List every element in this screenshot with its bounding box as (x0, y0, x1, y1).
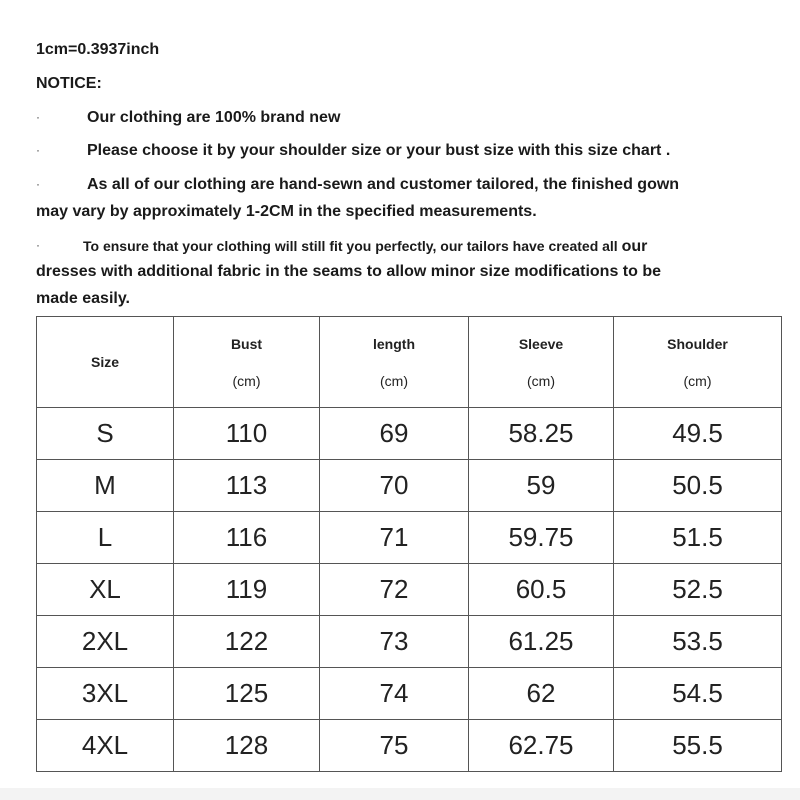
cell-size: L (37, 512, 174, 564)
cell-length: 73 (320, 616, 469, 668)
header-sleeve-unit: (cm) (527, 372, 555, 389)
header-shoulder (614, 317, 782, 408)
notice-choose-size: Please choose it by your shoulder size or your bust size with this size chart . (87, 142, 671, 159)
header-sleeve (469, 317, 614, 408)
notice-fabric-line3: made easily. (36, 290, 130, 307)
cell-length: 69 (320, 408, 469, 460)
cell-shoulder: 50.5 (614, 460, 782, 512)
cell-shoulder: 55.5 (614, 720, 782, 772)
cell-size: XL (37, 564, 174, 616)
cell-length: 75 (320, 720, 469, 772)
cell-length: 70 (320, 460, 469, 512)
notice-hand-sewn-line1: As all of our clothing are hand-sewn and customer tailored, the finished gown (87, 176, 680, 193)
cell-sleeve: 62.75 (469, 720, 614, 772)
cell-bust: 110 (174, 408, 320, 460)
cell-size: 2XL (37, 616, 174, 668)
cell-sleeve: 58.25 (469, 408, 614, 460)
table-header-row (37, 317, 782, 408)
cell-bust: 128 (174, 720, 320, 772)
bullet-3: · (36, 177, 40, 191)
table-row (37, 512, 782, 564)
header-shoulder-unit: (cm) (683, 372, 712, 389)
header-length-unit: (cm) (380, 372, 408, 389)
cell-shoulder: 53.5 (614, 616, 782, 668)
cell-bust: 113 (174, 460, 320, 512)
cell-sleeve: 61.25 (469, 616, 614, 668)
cell-size: S (37, 408, 174, 460)
cell-length: 72 (320, 564, 469, 616)
cell-bust: 125 (174, 668, 320, 720)
bottom-band (0, 788, 800, 800)
header-length-label: length (373, 335, 415, 352)
cell-bust: 119 (174, 564, 320, 616)
table-row (37, 408, 782, 460)
header-length (320, 317, 469, 408)
header-size: Size (37, 317, 174, 408)
cell-size: 4XL (37, 720, 174, 772)
cell-size: M (37, 460, 174, 512)
notice-fabric-line1-small: To ensure that your clothing will still fit you perfectly, our tailors have created all (83, 238, 618, 254)
notice-brand-new: Our clothing are 100% brand new (87, 109, 341, 126)
notice-fabric-line2: dresses with additional fabric in the seams to allow minor size modifications to be (36, 263, 662, 280)
cell-shoulder: 51.5 (614, 512, 782, 564)
bullet-2: · (36, 143, 40, 157)
table-row (37, 668, 782, 720)
header-bust (174, 317, 320, 408)
header-shoulder-label: Shoulder (667, 335, 728, 352)
header-sleeve-label: Sleeve (518, 335, 564, 352)
cell-sleeve: 60.5 (469, 564, 614, 616)
table-row (37, 564, 782, 616)
cell-sleeve: 62 (469, 668, 614, 720)
cell-shoulder: 49.5 (614, 408, 782, 460)
cell-length: 74 (320, 668, 469, 720)
notice-hand-sewn-line2: may vary by approximately 1-2CM in the specified measurements. (36, 203, 537, 220)
header-bust-unit: (cm) (232, 372, 261, 389)
table-row (37, 460, 782, 512)
bullet-4: · (36, 238, 40, 252)
table-row (37, 720, 782, 772)
unit-conversion-text: 1cm=0.3937inch (36, 41, 160, 58)
cell-size: 3XL (37, 668, 174, 720)
bullet-1: · (36, 110, 40, 124)
cell-bust: 122 (174, 616, 320, 668)
cell-shoulder: 52.5 (614, 564, 782, 616)
cell-length: 71 (320, 512, 469, 564)
table-row (37, 616, 782, 668)
header-bust-label: Bust (230, 335, 263, 352)
cell-sleeve: 59.75 (469, 512, 614, 564)
notice-fabric-line1-big: our (621, 238, 648, 255)
notice-heading: NOTICE: (36, 75, 102, 92)
cell-shoulder: 54.5 (614, 668, 782, 720)
cell-bust: 116 (174, 512, 320, 564)
size-chart-table (36, 316, 782, 772)
notice-fabric-line1 (83, 238, 647, 255)
cell-sleeve: 59 (469, 460, 614, 512)
